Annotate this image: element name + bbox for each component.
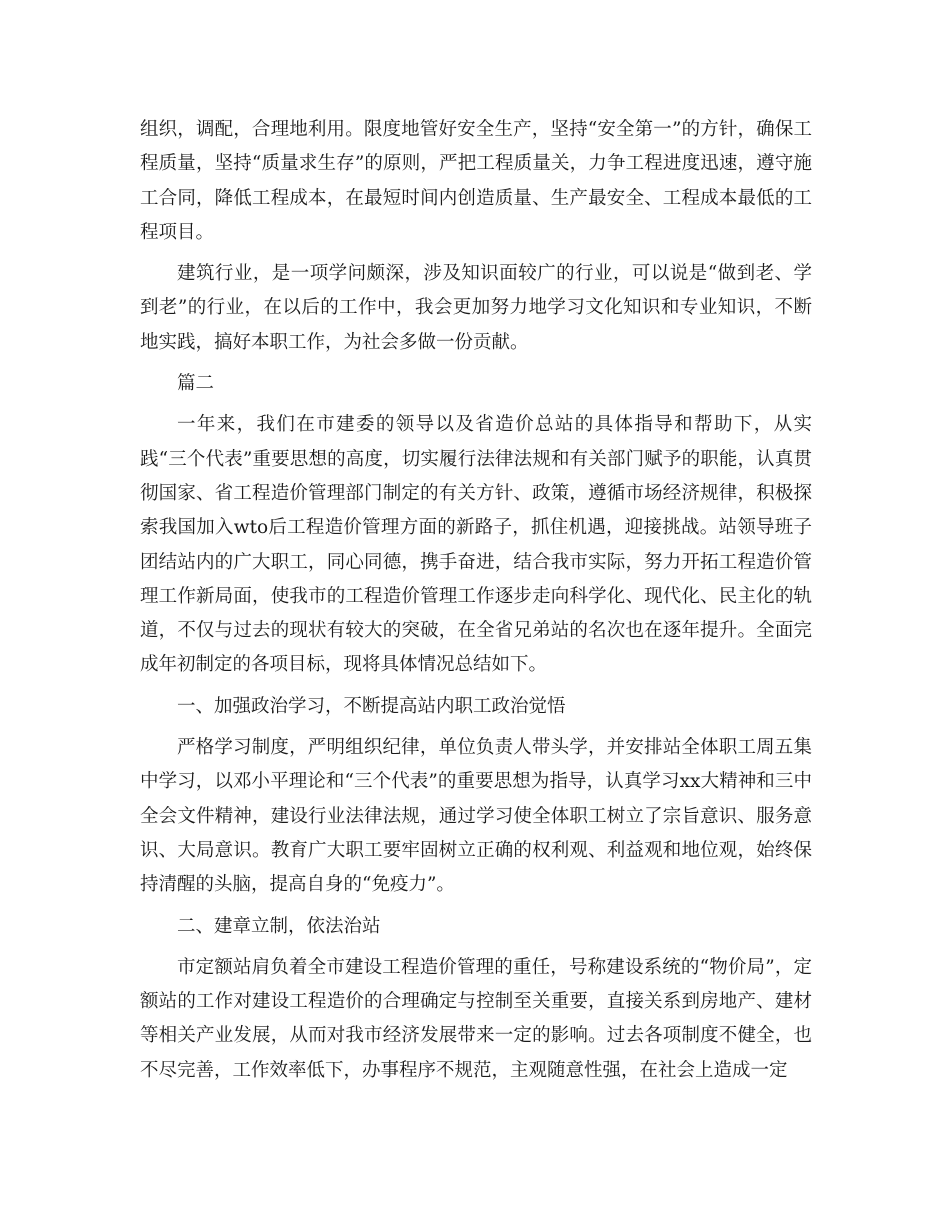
document-body: [140, 113, 812, 1095]
paragraph-continuation: 组织，调配，合理地利用。限度地管好安全生产，坚持“安全第一”的方针，确保工程质量，坚持“质量求生存”的原则，严把工程质量关，力争工程进度迅速，遵守施工合同，降低工程成本，在最短时间内创造质量、生产最安全、工程成本最低的工程项目。: [140, 119, 812, 243]
heading-rules-and-regulations: 二、建章立制，依法治站: [177, 915, 381, 937]
paragraph-construction-industry: 建筑行业，是一项学问颇深，涉及知识面较广的行业，可以说是“做到老、学到老”的行业，在以后的工作中，我会更加努力地学习文化知识和专业知识，不断地实践，搞好本职工作，为社会多做一份贡献。: [140, 263, 812, 353]
paragraph-quota-station: 市定额站肩负着全市建设工程造价管理的重任，号称建设系统的“物价局”，定额站的工作对建设工程造价的合理确定与控制至关重要，直接关系到房地产、建材等相关产业发展，从而对我市经济发展带来一定的影响。过去各项制度不健全，也不尽完善，工作效率低下，办事程序不规范，主观随意性强，在社会上造成一定: [140, 956, 812, 1081]
heading-political-study: 一、加强政治学习，不断提高站内职工政治觉悟: [177, 695, 566, 717]
paragraph-study-system: 严格学习制度，严明组织纪律，单位负责人带头学，并安排站全体职工周五集中学习，以邓小平理论和“三个代表”的重要思想为指导，认真学习xx大精神和三中全会文件精神，建设行业法律法规，通过学习使全体职工树立了宗旨意识、服务意识、大局意识。教育广大职工要牢固树立正确的权利观、利益观和地位观，始终保持清醒的头脑，提高自身的“免疫力”。: [140, 737, 812, 896]
paragraph-annual-summary-intro: 一年来，我们在市建委的领导以及省造价总站的具体指导和帮助下，从实践“三个代表”重要思想的高度，切实履行法律法规和有关部门赋予的职能，认真贯彻国家、省工程造价管理部门制定的有关方针、政策，遵循市场经济规律，积极探索我国加入wto后工程造价管理方面的新路子，抓住机遇，迎接挑战。站领导班子团结站内的广大职工，同心同德，携手奋进，结合我市实际，努力开拓工程造价管理工作新局面，使我市的工程造价管理工作逐步走向科学化、现代化、民主化的轨道，不仅与过去的现状有较大的突破，在全省兄弟站的名次也在逐年提升。全面完成年初制定的各项目标，现将具体情况总结如下。: [140, 414, 812, 676]
section-title-part-two: 篇二: [177, 373, 215, 395]
